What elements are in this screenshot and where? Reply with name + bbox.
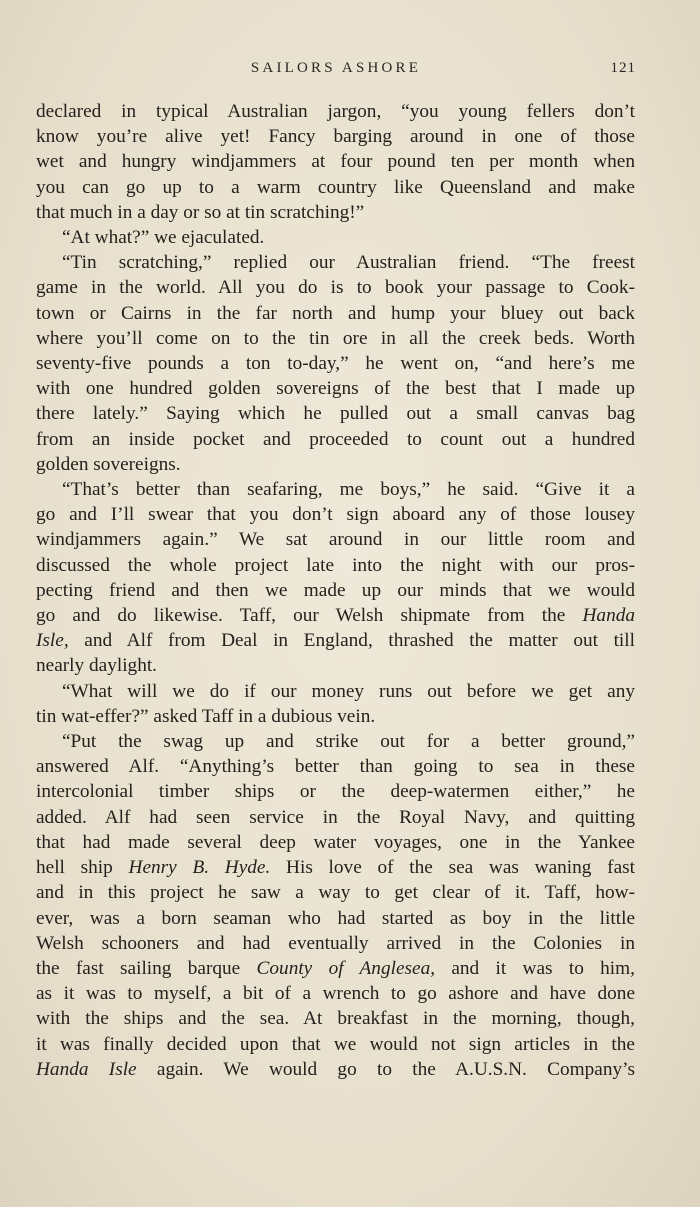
text-line (36, 149, 635, 174)
text-line (36, 956, 635, 981)
text-run: golden sovereigns. (36, 453, 181, 475)
text-run: it was finally decided upon that we would not sign articles in the (36, 1033, 635, 1055)
text-run: tin wat-effer?” asked Taff in a dubious vein. (36, 705, 376, 727)
text-run: that much in a day or so at tin scratching!” (36, 201, 365, 223)
text-line (36, 452, 635, 477)
text-line (36, 603, 635, 628)
text-run: windjammers again.” We sat around in our little room and (36, 529, 635, 551)
text-run: and Alf from Deal in England, thrashed the matter out till (68, 630, 635, 652)
text-line (36, 1006, 635, 1031)
text-run: “Tin scratching,” replied our Australian friend. “The freest (62, 252, 635, 274)
text-run: again. We would go to the A.U.S.N. Company’s (136, 1058, 635, 1080)
text-run: “Put the swag up and strike out for a better ground,” (62, 731, 635, 753)
text-run: “That’s better than seafaring, me boys,” he said. “Give it a (62, 479, 635, 501)
text-line (36, 200, 635, 225)
text-run: town or Cairns in the far north and hump your bluey out back (36, 302, 635, 324)
text-line (36, 250, 635, 275)
text-run: declared in typical Australian jargon, “you young fellers don’t (36, 101, 635, 122)
text-line (36, 477, 635, 502)
text-line (36, 880, 635, 905)
italic-title: Handa Isle (36, 1058, 137, 1080)
text-run: from an inside pocket and proceeded to count out a hundred (36, 428, 635, 450)
text-line (36, 704, 635, 729)
text-run: discussed the whole project late into the night with our pros- (36, 554, 635, 576)
text-run: seventy-five pounds a ton to-day,” he went on, “and here’s me (36, 353, 635, 375)
text-run: added. Alf had seen service in the Royal Navy, and quitting (36, 806, 635, 828)
text-line (36, 553, 635, 578)
running-head (36, 60, 636, 82)
text-line (36, 527, 635, 552)
text-line (36, 275, 635, 300)
text-line (36, 578, 635, 603)
text-run: pecting friend and then we made up our minds that we would (36, 579, 635, 601)
text-line (36, 906, 635, 931)
text-run: game in the world. All you do is to book your passage to Cook- (36, 277, 635, 299)
text-line (36, 830, 635, 855)
text-run: go and I’ll swear that you don’t sign aboard any of those lousey (36, 504, 635, 526)
text-line (36, 225, 635, 250)
italic-title: Handa (582, 605, 635, 627)
text-run: with the ships and the sea. At breakfast in the morning, though, (36, 1008, 635, 1030)
text-run: nearly daylight. (36, 655, 158, 677)
text-run: that had made several deep water voyages, one in the Yankee (36, 831, 635, 853)
text-line (36, 855, 635, 880)
text-line (36, 326, 635, 351)
text-line (36, 175, 635, 200)
text-run: His love of the sea was waning fast (270, 857, 635, 879)
text-line (36, 301, 635, 326)
text-line (36, 376, 635, 401)
text-line (36, 124, 635, 149)
text-run: “At what?” we ejaculated. (62, 227, 265, 249)
text-run: the fast sailing barque (36, 957, 257, 979)
text-line (36, 754, 635, 779)
text-run: and it was to him, (435, 957, 635, 979)
text-run: where you’ll come on to the tin ore in all the creek beds. Worth (36, 327, 635, 349)
text-line (36, 1032, 635, 1057)
page-number: 121 (610, 60, 636, 76)
text-line (36, 679, 635, 704)
italic-title: Isle, (36, 630, 69, 652)
text-run: with one hundred golden sovereigns of the best that I made up (36, 378, 635, 400)
text-line (36, 981, 635, 1006)
text-line (36, 653, 635, 678)
text-line (36, 1057, 635, 1082)
text-line (36, 351, 635, 376)
text-run: go and do likewise. Taff, our Welsh shipmate from the (36, 605, 566, 627)
italic-title: County of Anglesea, (256, 957, 436, 979)
running-title: SAILORS ASHORE (250, 60, 422, 76)
text-line (36, 628, 635, 653)
text-run: as it was to myself, a bit of a wrench to go ashore and have done (36, 983, 635, 1005)
text-run: there lately.” Saying which he pulled out a small canvas bag (36, 403, 635, 425)
text-line (36, 401, 635, 426)
text-run: “What will we do if our money runs out before we get any (62, 680, 635, 702)
text-line (36, 779, 635, 804)
text-run: hell ship (36, 857, 129, 879)
text-run: wet and hungry windjammers at four pound ten per month when (36, 151, 635, 173)
body-text (36, 99, 635, 1082)
text-run: answered Alf. “Anything’s better than going to sea in these (36, 756, 635, 778)
text-line (36, 502, 635, 527)
italic-title: Henry B. Hyde. (128, 857, 271, 879)
text-run: know you’re alive yet! Fancy barging around in one of those (36, 126, 635, 148)
text-line (36, 931, 635, 956)
text-run: and in this project he saw a way to get clear of it. Taff, how- (36, 882, 635, 904)
text-line (36, 729, 635, 754)
text-line (36, 99, 635, 124)
text-line (36, 427, 635, 452)
text-line (36, 805, 635, 830)
text-run: ever, was a born seaman who had started as boy in the little (36, 907, 635, 929)
text-run: intercolonial timber ships or the deep-watermen either,” he (36, 781, 635, 803)
text-run: you can go up to a warm country like Queensland and make (36, 176, 635, 198)
text-run: Welsh schooners and had eventually arrived in the Colonies in (36, 932, 635, 954)
